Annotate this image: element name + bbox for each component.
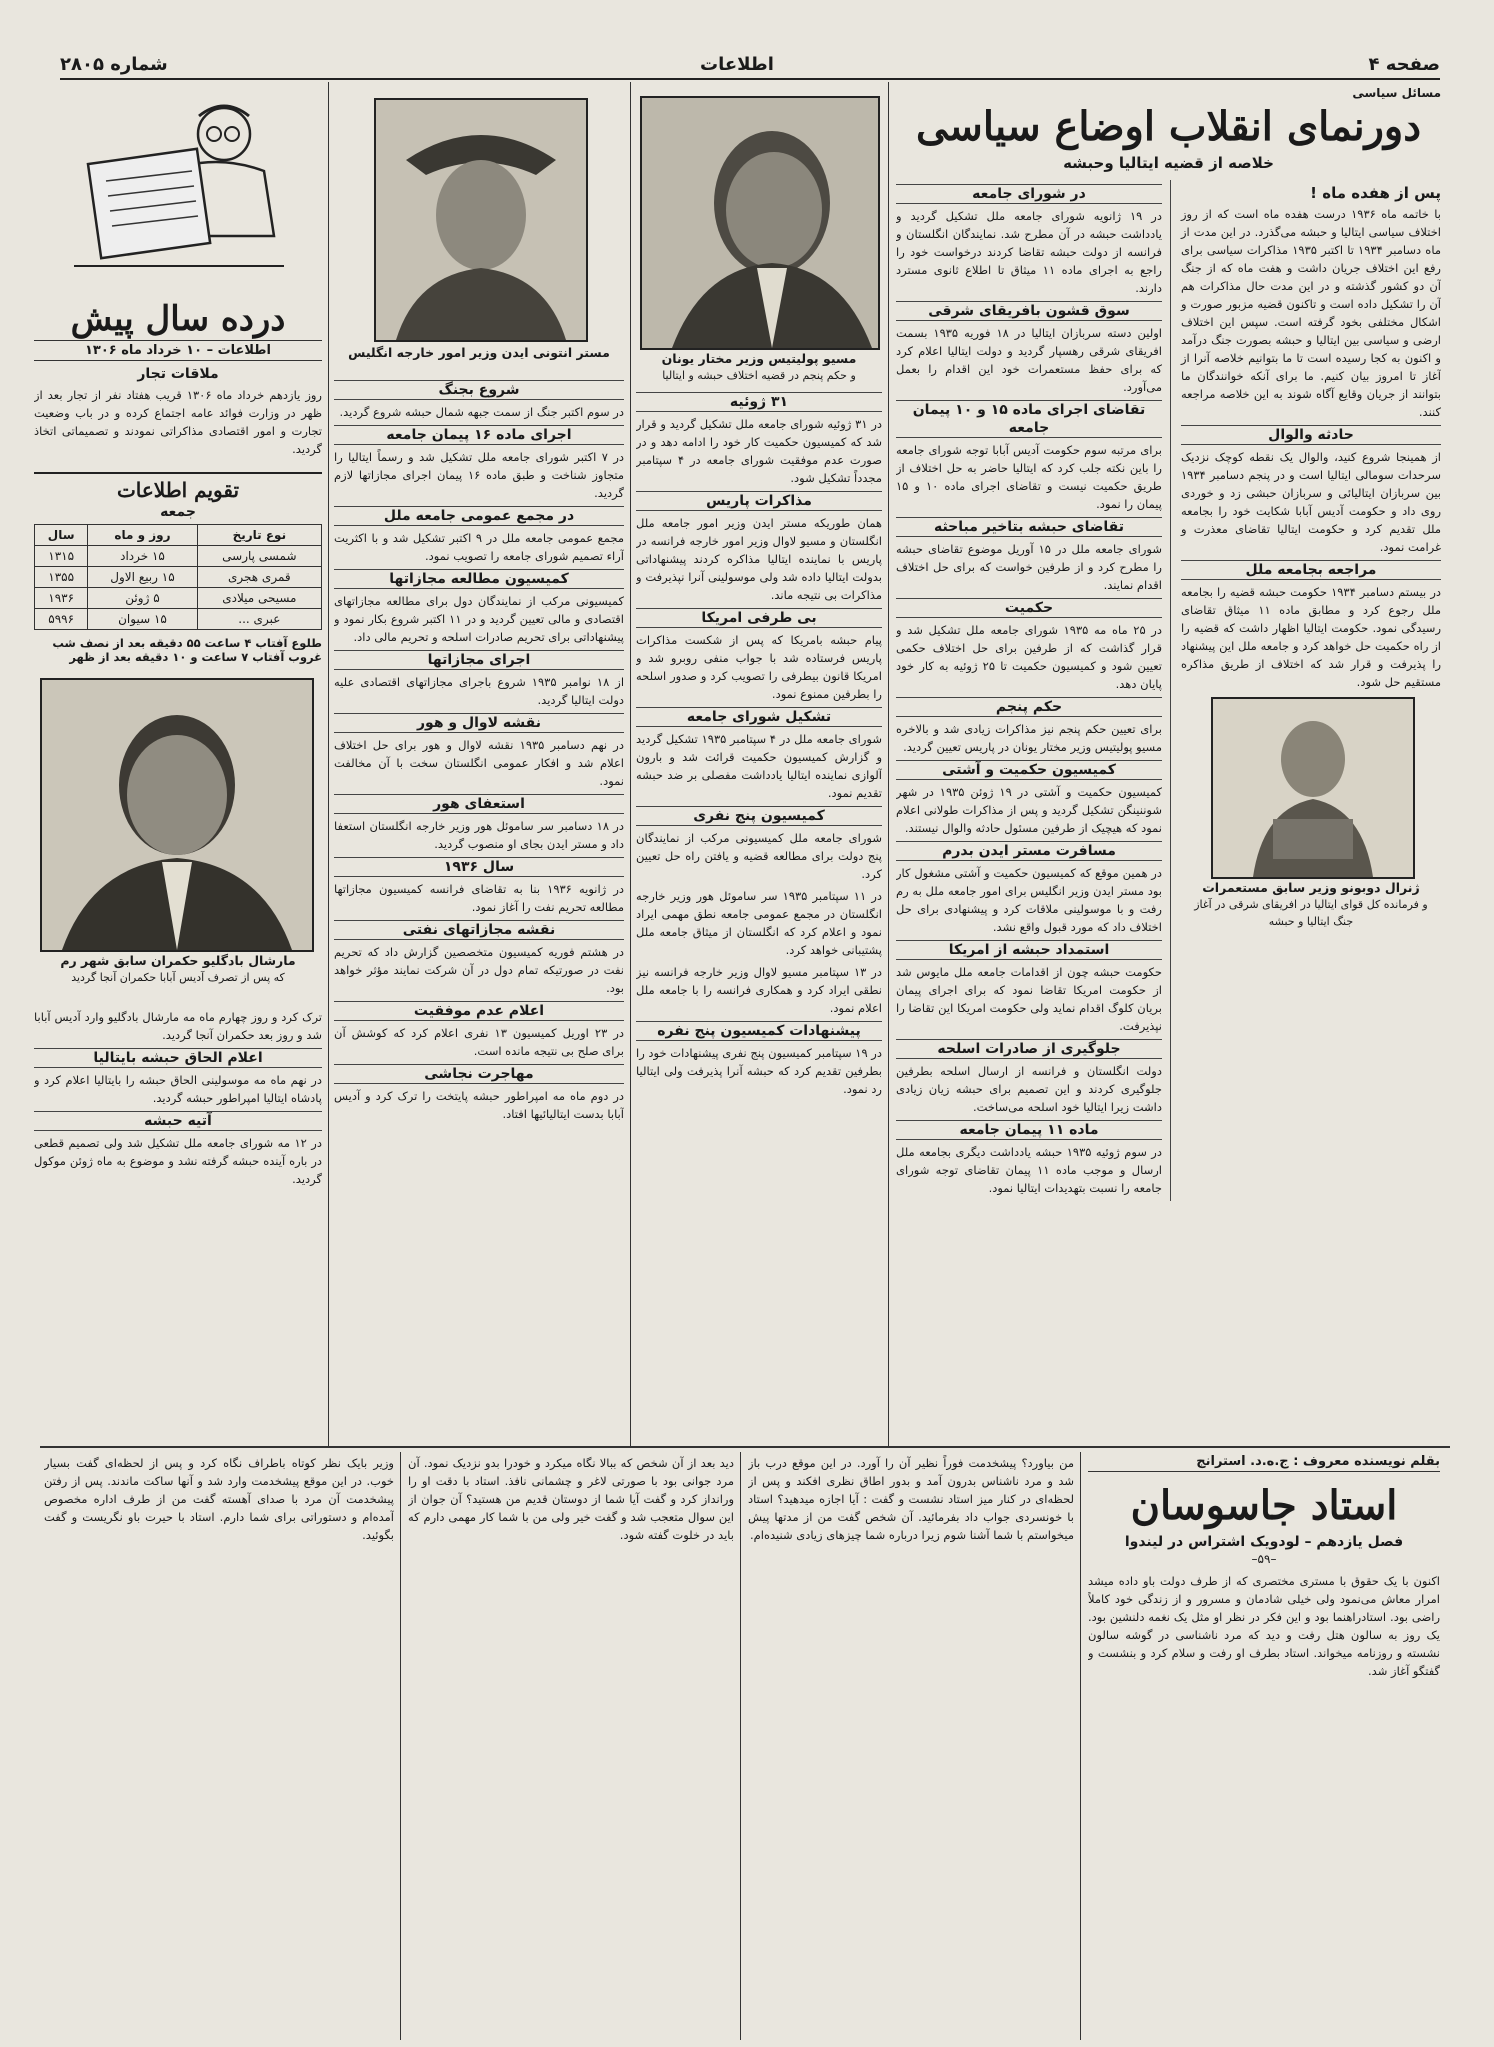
calendar-title: تقویم اطلاعات — [116, 478, 240, 502]
portrait-photo-eden — [374, 98, 588, 342]
portrait-caption — [636, 350, 882, 384]
sunrise-time: طلوع آفتاب ۴ ساعت ۵۵ دقیقه بعد از نصف شب — [52, 636, 322, 650]
serial-text: اکنون با یک حقوق با مستری مختصری که از طرف دولت باو داده میشد امرار معاش می‌نمود ولی خیلی شادمان و مسرور و از زندگی خود کاملاً راضی بود. استادراهنما بود و این فکر در نظر او مثل یک نغمه دلنشین بود. یک روز به سالون هتل رفت و دید که مرد ناشناسی در گوشه سالون نشسته و روزنامه میخواند. استاد بطرف او رفت و سلام کرد و بنشست و گفتگو آغاز شد. — [1088, 1574, 1440, 1678]
serial-author: بقلم نویسنده معروف : ج.ه.د. استرانج — [1088, 1454, 1440, 1472]
section-heading: کمیسیون حکمیت و آشتی — [896, 760, 1162, 780]
issue-number: شماره ۲۸۰۵ — [60, 54, 168, 75]
serial-story — [1088, 1454, 1440, 2040]
table-row — [35, 567, 322, 588]
serial-chapter: فصل یازدهم – لودویک اشتراس در لیندوا — [1124, 1534, 1404, 1550]
calendar-cell: ۱۵ خرداد — [88, 546, 197, 567]
section-text: از همینجا شروع کنید، والوال یک نقطه کوچک نزدیک سرحدات سومالی ایتالیا است و در پنجم دسامبر ۱۹۳۴ بین سربازان ایتالیائی و سربازان حبشی زد و خوردی روی داد و حکومت آدیس آبابا شکایت خود را بجامعه ملل تقدیم کرد و حکومت ایتالیا تقاضای معذرت و غرامت نمود. — [1180, 450, 1441, 554]
section-text: در ۱۱ سپتامبر ۱۹۳۵ سر ساموئل هور وزیر خارجه انگلستان در مجمع عمومی جامعه نطق مهمی ایراد نمود و اعلام کرد که انگلستان از میثاق جامعه ملل پشتیبانی خواهد کرد. — [636, 889, 882, 957]
section-heading: جلوگیری از صادرات اسلحه — [896, 1039, 1162, 1059]
section-heading: تقاضای اجرای ماده ۱۵ و ۱۰ پیمان جامعه — [896, 400, 1162, 438]
article-kicker: مسائل سیاسی — [1352, 86, 1441, 100]
section-heading: حادثه والوال — [1181, 425, 1441, 445]
section-text: در ۲۳ اوریل کمیسیون ۱۳ نفری اعلام کرد که کوشش آن برای صلح بی نتیجه مانده است. — [334, 1026, 624, 1058]
section-text: در ۱۸ دسامبر سر ساموئل هور وزیر خارجه انگلستان استعفا داد و مستر ایدن بجای او منصوب گردید. — [334, 819, 624, 851]
section-text: در بیستم دسامبر ۱۹۳۴ حکومت حبشه قضیه را بجامعه ملل رجوع کرد و مطابق ماده ۱۱ میثاق تقاضای رسیدگی نمود. حکومت ایتالیا اظهار داشت که قضیه را از راه حکمیت حل خواهد کرد و جامعه ملل این پیشنهاد را پذیرفت و قرار شد که اختلاف از طریق مذاکره مستقیم حل شود. — [1180, 585, 1441, 689]
section-text: در ۱۹ سپتامبر کمیسیون پنج نفری پیشنهادات خود را بطرفین تقدیم کرد که حبشه آنرا پذیرفت ولی ایتالیا رد نمود. — [636, 1046, 882, 1096]
section-text: در ۲۵ ماه مه ۱۹۳۵ شورای جامعه ملل تشکیل شد و قرار گذاشت که از طرفین برای حل اختلاف حکمی تعیین شود و کمیسیون حکمیت تا ۲۵ ژوئیه به کار خود پایان دهد. — [896, 623, 1162, 691]
caption-subtitle: که پس از تصرف آدیس آبابا حکمران آنجا گردید — [71, 971, 285, 984]
column-text — [636, 392, 882, 1098]
column-rule — [328, 82, 329, 1446]
section-text: در نهم دسامبر ۱۹۳۵ نقشه لاوال و هور برای حل اختلاف اعلام شد و افکار عمومی انگلستان سخت با آن مخالفت نمود. — [334, 738, 624, 788]
newspaper-name: اطلاعات — [700, 54, 774, 75]
section-text: در ژانویه ۱۹۳۶ بنا به تقاضای فرانسه کمیسیون مجازاتها مطالعه تحریم نفت را آغاز نمود. — [334, 882, 624, 914]
sunset-time: غروب آفتاب ۷ ساعت و ۱۰ دقیقه بعد از ظهر — [69, 650, 322, 664]
section-text: در نهم ماه مه موسولینی الحاق حبشه را بایتالیا اعلام کرد و پادشاه ایتالیا امپراطور حبشه گردید. — [34, 1073, 322, 1105]
section-heading: بی طرفی امریکا — [636, 608, 882, 628]
section-text: شورای جامعه ملل در ۱۵ آوریل موضوع تقاضای حبشه را مطرح کرد و از طرفین خواست که برای حل اختلاف اقدام نمایند. — [896, 542, 1162, 592]
calendar-cell: ۱۵ ربیع الاول — [88, 567, 197, 588]
caption-subtitle: و فرمانده کل قوای ایتالیا در افریقای شرقی در آغاز جنگ ایتالیا و حبشه — [1194, 898, 1428, 928]
serial-column: دید بعد از آن شخص که ببالا نگاه میکرد و خودرا بدو نزدیک نمود. آن مرد جوانی بود با صورتی لاغر و چشمانی نافذ. استاد با دقت او را ورانداز کرد و گفت آیا شما از دوستان قدیم من هستید؟ آن جوان از این سوال متعجب شد و گفت خیر ولی من با شما کار مهمی دارم که باید در خلوت گفته شود. — [408, 1456, 734, 1542]
page-number: صفحه ۴ — [1368, 54, 1440, 75]
column-rule — [740, 1452, 741, 2040]
calendar-cell: مسیحی میلادی — [197, 588, 321, 609]
section-heading: تشکیل شورای جامعه — [636, 707, 882, 727]
portrait-photo-politis — [640, 96, 880, 350]
column-text — [34, 365, 322, 458]
section-text: مجمع عمومی جامعه ملل در ۹ اکتبر تشکیل شد و با اکثریت آراء تصمیم شورای جامعه را تصویب نمود. — [334, 531, 624, 563]
calendar-cell: شمسی پارسی — [197, 546, 321, 567]
section-text: کمیسیون حکمیت و آشتی در ۱۹ ژوئن ۱۹۳۵ در شهر شوننینگن تشکیل گردید و پس از مذاکرات طولانی اعلام نمود که هیچیک از طرفین مسئول حادثه والوال نیستند. — [896, 785, 1162, 835]
article-subtitle: خلاصه از قضیه ایتالیا وحبشه — [1063, 154, 1274, 172]
portrait-caption — [1191, 879, 1431, 930]
section-heading: اعلام عدم موفقیت — [334, 1001, 624, 1021]
section-heading: مذاکرات پاریس — [636, 491, 882, 511]
column-eden — [334, 86, 624, 1446]
section-text: در همین موقع که کمیسیون حکمیت و آشتی مشغول کار بود مستر ایدن وزیر انگلیس برای امور جامعه ملل به رم رفت و با موسولینی ملاقات کرد و پیشنهادی برای حل اختلاف داد که مورد قبول واقع نشد. — [896, 866, 1162, 934]
column-rule — [400, 1452, 401, 2040]
section-heading: ملاقات تجار — [137, 366, 219, 382]
column-text — [34, 1008, 322, 1188]
article-title: دورنمای انقلاب اوضاع سیاسی — [915, 103, 1422, 150]
serial-column: وزیر بایک نظر کوتاه باطراف نگاه کرد و پس از لحظه‌ای گفت بسیار خوب. در این موقع پیشخدمت وارد شد و آنها ساکت ماندند. پس از رفتن پیشخدمت آن مرد با صدای آهسته گفت من از طرف اداره مخصوص آمده‌ام و دستوراتی برای شما دارم. استاد با حیرت باو نگریست و گفت بگوئید. — [44, 1456, 394, 1542]
section-heading: اعلام الحاق حبشه بایتالیا — [34, 1048, 322, 1068]
section-text: شورای جامعه ملل کمیسیونی مرکب از نمایندگان پنج دولت برای مطالعه قضیه و یافتن راه حل تعیین کرد. — [636, 831, 882, 881]
calendar-header: نوع تاریخ — [197, 525, 321, 546]
main-article — [896, 86, 1441, 1446]
section-text: با خاتمه ماه ۱۹۳۶ درست هفده ماه است که از روز اختلاف سیاسی ایتالیا و حبشه می‌گذرد. در این مدت از ماه دسامبر ۱۹۳۴ تا اکتبر ۱۹۳۵ مذاکرات سیاسی برای رفع این اختلاف جریان داشت و هفت ماه که از جنگ آن دو کشور گذشته و در این مدت حال مذاکرات هم آن را تشکیل داده است و تاکنون قضیه مزبور صورت و اشکال مختلفی بخود گرفته است. سپس این اختلاف ارضی و سیاسی بین ایتالیا و حبشه بصورت جنگ درآمد و اکنون به کجا رسیده است تا ما بتوانیم خلاصه آنرا از آغاز تا امروز بیان کنیم. ما برای آنکه خوانندگان ما بتوانند از جریان وقایع آگاه شوند به این خلاصه مراجعه کنند. — [1180, 207, 1441, 419]
section-text: برای تعیین حکم پنجم نیز مذاکرات زیادی شد و بالاخره مسیو پولیتیس وزیر مختار یونان در پاریس تعیین گردید. — [896, 722, 1162, 754]
column-politis — [636, 86, 882, 1446]
column-subtitle: اطلاعات – ۱۰ خرداد ماه ۱۳۰۶ — [34, 340, 322, 361]
section-text: شورای جامعه ملل در ۴ سپتامبر ۱۹۳۵ تشکیل گردید و گزارش کمیسیون حکمیت قرائت شد و بارون آلوازی نماینده ایتالیا یادداشت مفصلی بر ضد حبشه تقدیم نمود. — [636, 732, 882, 800]
column-title: درده سال پیش — [70, 299, 286, 339]
column-ten-years-ago — [34, 86, 322, 1446]
column-rule — [1080, 1452, 1081, 2040]
page-header — [60, 52, 1440, 80]
calendar-header: سال — [35, 525, 88, 546]
section-heading: مراجعه بجامعه ملل — [1181, 560, 1441, 580]
section-text: برای مرتبه سوم حکومت آدیس آبابا توجه شورای جامعه را باین نکته جلب کرد که ایتالیا حاضر به حل اختلاف از طریق حکمیت نیست و تقاضای اجرای ماده ۱۰ و ۱۵ پیمان را نمود. — [896, 443, 1162, 511]
section-heading: مسافرت مستر ایدن بدرم — [896, 841, 1162, 861]
section-text: در ۱۲ مه شورای جامعه ملل تشکیل شد ولی تصمیم قطعی در باره آینده حبشه گرفته نشد و موضوع به ماه ژوئن موکول گردید. — [34, 1136, 322, 1186]
section-text: روز یازدهم خرداد ماه ۱۳۰۶ قریب هفتاد نفر از تجار بعد از ظهر در وزارت فوائد عامه اجتماع کرده و در باب وضعیت تجارت و امور اقتصادی مذاکراتی نمودند و تصمیماتی اتخاذ گردید. — [34, 388, 322, 456]
calendar-cell: عبری ... — [197, 609, 321, 630]
calendar-cell: ۵ ژوئن — [88, 588, 197, 609]
section-text: از ۱۸ نوامبر ۱۹۳۵ شروع باجرای مجازاتهای اقتصادی علیه دولت ایتالیا گردید. — [334, 675, 624, 707]
section-heading: سوق قشون بافریقای شرقی — [896, 301, 1162, 321]
section-heading: اجرای ماده ۱۶ پیمان جامعه — [334, 425, 624, 445]
section-heading: حکم پنجم — [896, 697, 1162, 717]
section-heading: حکمیت — [896, 598, 1162, 618]
portrait-photo-badoglio — [40, 678, 314, 952]
serial-column: من بیاورد؟ پیشخدمت فوراً نظیر آن را آورد. در این موقع درب باز شد و مرد ناشناس بدرون آمد و بدور اطاق نظری افکند و پس از لحظه‌ای در کنار میز استاد نشست و گفت : آیا اجازه میدهید؟ استاد با خونسردی جواب داد بفرمائید. آن شخص گفت من از مدتها پیش میخواستم با شما آشنا شوم زیرا درباره شما چیزهای زیادی شنیده‌ام. — [748, 1456, 1074, 1542]
reading-man-illustration — [34, 86, 322, 296]
section-heading: سال ۱۹۳۶ — [334, 857, 624, 877]
section-heading: ماده ۱۱ پیمان جامعه — [896, 1120, 1162, 1140]
portrait-photo-dubono — [1211, 697, 1415, 879]
table-row — [35, 588, 322, 609]
calendar-cell: ۱۳۵۵ — [35, 567, 88, 588]
section-text: اولین دسته سربازان ایتالیا در ۱۸ فوریه ۱۹۳۵ بسمت افریقای شرقی رهسپار گردید و دولت ایتالیا اعلام کرد که برای حفظ مستعمرات خود این اقدام را بعمل می‌آورد. — [896, 326, 1162, 394]
column-rule — [888, 82, 889, 1446]
caption-title: مسیو پولیتیس وزیر مختار یونان — [661, 351, 857, 366]
section-text: در سوم اکتبر جنگ از سمت جبهه شمال حبشه شروع گردید. — [339, 405, 624, 419]
section-text: در سوم ژوئیه ۱۹۳۵ حبشه یادداشت دیگری بجامعه ملل ارسال و موجب ماده ۱۱ پیمان تقاضای توجه شورای جامعه را نسبت بتهدیدات ایتالیا نمود. — [896, 1145, 1162, 1195]
section-heading: آتیه حبشه — [34, 1111, 322, 1131]
table-row — [35, 609, 322, 630]
calendar-day: جمعه — [160, 504, 196, 520]
article-subcolumn-right — [1181, 180, 1441, 1201]
calendar-cell: ۱۳۱۵ — [35, 546, 88, 567]
calendar-cell: ۱۵ سیوان — [88, 609, 197, 630]
calendar-box — [34, 472, 322, 664]
section-text: کمیسیونی مرکب از نمایندگان دول برای مطالعه مجازاتهای اقتصادی و مالی تعیین گردید و در ۱۱ اکتبر شروع بکار نمود و پیشنهاداتی برای تحریم صادرات اسلحه و تحریم مالی داد. — [334, 594, 624, 644]
calendar-header: روز و ماه — [88, 525, 197, 546]
section-text: در ۱۹ ژانویه شورای جامعه ملل تشکیل گردید و یادداشت حبشه در آن مطرح شد. نمایندگان انگلستان و فرانسه از دولت حبشه تقاضا کردند درخواست خود را راجع به اجرای ماده ۱۱ میثاق تا اطلاع ثانوی مسترد دارند. — [896, 209, 1162, 295]
section-heading: استعفای هور — [334, 794, 624, 814]
section-heading: ۳۱ ژوئیه — [636, 392, 882, 412]
serial-episode: –۵۹– — [1251, 1552, 1277, 1566]
calendar-cell: ۱۹۳۶ — [35, 588, 88, 609]
section-text: همان طوریکه مستر ایدن وزیر امور جامعه ملل انگلستان و مسیو لاوال وزیر امور خارجه فرانسه در پاریس با نماینده ایتالیا مذاکره کردند پیشنهاداتی بدولت ایتالیا داده شد ولی موسولینی آنرا نپذیرفت و مذاکرات بی نتیجه ماند. — [636, 516, 882, 602]
section-heading: پس از هفده ماه ! — [1310, 184, 1441, 202]
section-text: در دوم ماه مه امپراطور حبشه پایتخت را ترک کرد و آدیس آبابا بدست ایتالیائیها افتاد. — [334, 1089, 624, 1121]
calendar-cell: قمری هجری — [197, 567, 321, 588]
section-heading: مهاجرت نجاشی — [334, 1064, 624, 1084]
section-heading: کمیسیون مطالعه مجازاتها — [334, 569, 624, 589]
section-heading: نقشه لاوال و هور — [334, 713, 624, 733]
section-text: حکومت حبشه چون از اقدامات جامعه ملل مایوس شد از حکومت امریکا تقاضا نمود که برای اجرای پیمان بریان کلوگ اقدام نماید ولی حکومت امریکا این تقاضا را نپذیرفت. — [896, 965, 1162, 1033]
column-text — [334, 380, 624, 1123]
section-text: دولت انگلستان و فرانسه از ارسال اسلحه بطرفین جلوگیری کردند و این تصمیم برای حبشه زیان زیادی داشت زیرا ایتالیا خود اسلحه می‌ساخت. — [896, 1064, 1162, 1114]
section-text: پیام حبشه بامریکا که پس از شکست مذاکرات پاریس فرستاده شد با جواب منفی روبرو شد و امریکا قانون بیطرفی را تصویب کرد و صدور اسلحه را بطرفین ممنوع نمود. — [636, 633, 882, 701]
serial-title: استاد جاسوسان — [1130, 1482, 1398, 1529]
section-text: در ۳۱ ژوئیه شورای جامعه ملل تشکیل گردید و قرار شد که کمیسیون حکمیت کار خود را ادامه دهد و در صورت عدم موفقیت شورای جامعه در ۴ سپتامبر مجدداً تشکیل شود. — [636, 417, 882, 485]
table-row — [35, 546, 322, 567]
section-text: در هشتم فوریه کمیسیون متخصصین گزارش داد که تحریم نفت در صورتیکه تمام دول در آن شرکت نمایند مؤثر خواهد بود. — [334, 945, 624, 995]
column-rule — [630, 82, 631, 1446]
section-heading: شروع بجنگ — [334, 380, 624, 400]
portrait-caption: مستر انتونی ایدن وزیر امور خارجه انگلیس — [348, 345, 610, 360]
section-rule — [40, 1446, 1450, 1448]
calendar-table — [34, 524, 322, 630]
section-heading: در شورای جامعه — [896, 184, 1162, 204]
section-heading: استمداد حبشه از امریکا — [896, 940, 1162, 960]
section-heading: نقشه مجازاتهای نفتی — [334, 920, 624, 940]
section-heading: تقاضای حبشه بتاخیر مباحثه — [896, 517, 1162, 537]
caption-subtitle: و حکم پنجم در قضیه اختلاف حبشه و ایتالیا — [662, 369, 856, 382]
section-heading: پیشنهادات کمیسیون پنج نفره — [636, 1021, 882, 1041]
section-text: ترک کرد و روز چهارم ماه مه مارشال بادگلیو وارد آدیس آبابا شد و روز بعد حکمران آنجا گردید. — [34, 1010, 322, 1042]
article-subcolumn-left — [896, 180, 1171, 1201]
caption-title: مارشال بادگلیو حکمران سابق شهر رم — [60, 953, 296, 968]
section-heading: اجرای مجازاتها — [334, 650, 624, 670]
portrait-caption — [34, 952, 322, 986]
section-text: در ۱۳ سپتامبر مسیو لاوال وزیر خارجه فرانسه نیز نطقی ایراد کرد و همکاری فرانسه را با جامعه ملل اعلام نمود. — [636, 965, 882, 1015]
section-heading: در مجمع عمومی جامعه ملل — [334, 506, 624, 526]
calendar-cell: ۵۹۹۶ — [35, 609, 88, 630]
section-heading: کمیسیون پنج نفری — [636, 806, 882, 826]
section-text: در ۷ اکتبر شورای جامعه ملل تشکیل شد و رسماً ایتالیا را متجاوز شناخت و طبق ماده ۱۶ پیمان اجرای مجازاتها لازم گردید. — [334, 450, 624, 500]
caption-title: ژنرال دوبونو وزیر سابق مستعمرات — [1202, 880, 1420, 895]
